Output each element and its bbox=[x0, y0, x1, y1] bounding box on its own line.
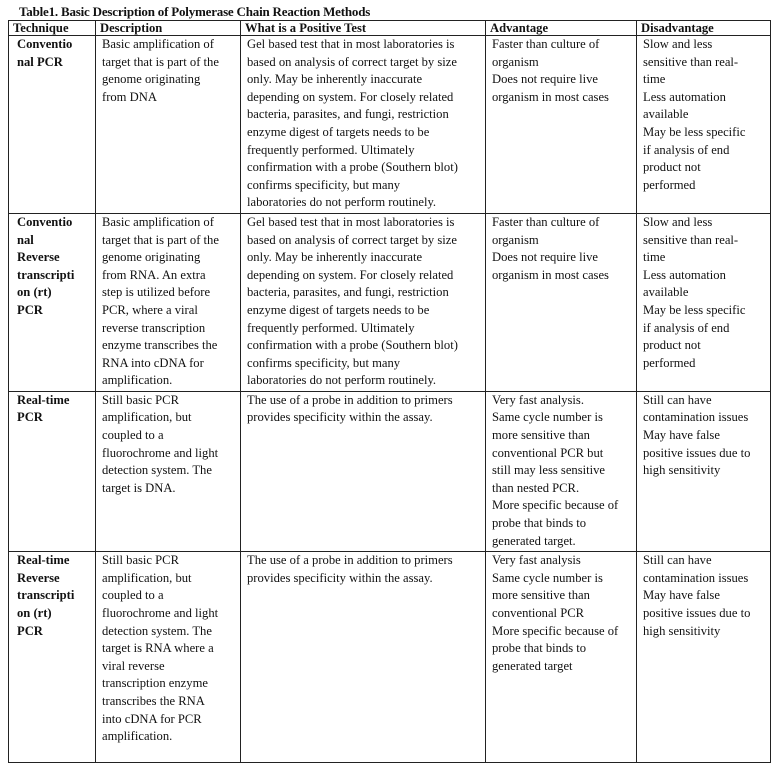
cell-text-line: based on analysis of correct target by size bbox=[247, 54, 457, 69]
cell-text-line: detection system. The bbox=[102, 463, 212, 478]
cell-text-line: bacteria, parasites, and fungi, restriction bbox=[247, 285, 449, 300]
cell-text-line: Gel based test that in most laboratories is bbox=[247, 214, 455, 229]
cell-text-line: bacteria, parasites, and fungi, restriction bbox=[247, 107, 449, 122]
cell-text-line: May have false bbox=[643, 428, 720, 443]
cell-text-line: frequently performed. Ultimately bbox=[247, 320, 415, 335]
cell-text-line: on (rt) bbox=[17, 606, 52, 620]
cell-text-line: coupled to a bbox=[102, 588, 164, 603]
cell-text-line: Does not require live bbox=[492, 250, 598, 265]
cell-text-line: contamination issues bbox=[643, 570, 749, 585]
technique-cell bbox=[9, 552, 96, 763]
cell-text-line: Conventio bbox=[17, 214, 73, 229]
cell-text-line: May be less specific bbox=[643, 124, 746, 139]
cell-text-line: Real-time bbox=[17, 392, 70, 407]
cell-text-line: still may less sensitive bbox=[492, 463, 605, 478]
cell-text-line: Does not require live bbox=[492, 72, 598, 87]
cell-text-line: Basic amplification of bbox=[102, 214, 214, 229]
cell-text-line: Faster than culture of bbox=[492, 214, 600, 229]
cell-text-line: fluorochrome and light bbox=[102, 606, 219, 620]
cell-text-line: May be less specific bbox=[643, 302, 746, 317]
cell-text-line: available bbox=[643, 107, 689, 122]
cell-text-line: fluorochrome and light bbox=[102, 445, 219, 460]
cell-text-line: transcription enzyme bbox=[102, 676, 208, 691]
cell-text-line: step is utilized before bbox=[102, 285, 211, 300]
cell-text-line: confirms specificity, but many bbox=[247, 355, 401, 370]
header-disadvantage: Disadvantage bbox=[637, 21, 771, 36]
advantage-cell bbox=[486, 391, 637, 551]
cell-text-line: depending on system. For closely related bbox=[247, 89, 454, 104]
cell-text-line: PCR bbox=[17, 302, 43, 317]
cell-text-line: high sensitivity bbox=[643, 623, 721, 638]
cell-text-line: transcripti bbox=[17, 588, 75, 603]
cell-text-line: probe that binds to bbox=[492, 516, 587, 531]
cell-text-line: on (rt) bbox=[17, 285, 52, 300]
technique-cell bbox=[9, 391, 96, 551]
cell-text-line: reverse transcription bbox=[102, 320, 206, 335]
cell-text-line: organism in most cases bbox=[492, 267, 609, 282]
cell-text-line: Reverse bbox=[17, 570, 60, 585]
positive-test-cell bbox=[241, 391, 486, 551]
advantage-cell bbox=[486, 552, 637, 763]
header-technique: Technique bbox=[9, 21, 96, 36]
cell-text-line: Faster than culture of bbox=[492, 37, 600, 51]
cell-text-line: RNA into cDNA for bbox=[102, 355, 204, 370]
cell-text-line: more sensitive than bbox=[492, 428, 590, 443]
cell-text-line: confirmation with a probe (Southern blot) bbox=[247, 160, 458, 175]
cell-text-line: based on analysis of correct target by size bbox=[247, 232, 457, 247]
cell-text-line: provides specificity within the assay. bbox=[247, 410, 433, 425]
cell-text-line: PCR bbox=[17, 410, 43, 425]
table-row bbox=[9, 36, 771, 214]
cell-text-line: generated target bbox=[492, 658, 573, 673]
cell-text-line: performed bbox=[643, 177, 696, 192]
cell-text-line: only. May be inherently inaccurate bbox=[247, 72, 423, 87]
disadvantage-cell bbox=[637, 36, 771, 214]
cell-text-line: organism in most cases bbox=[492, 89, 609, 104]
cell-text-line: Reverse bbox=[17, 250, 60, 265]
cell-text-line: target that is part of the bbox=[102, 232, 219, 247]
cell-text-line: target is DNA. bbox=[102, 480, 176, 495]
cell-text-line: enzyme digest of targets needs to be bbox=[247, 302, 430, 317]
cell-text-line: sensitive than real- bbox=[643, 54, 739, 69]
cell-text-line: enzyme transcribes the bbox=[102, 338, 218, 353]
cell-text-line: amplification, but bbox=[102, 410, 192, 425]
cell-text-line: high sensitivity bbox=[643, 463, 721, 478]
header-positive-test: What is a Positive Test bbox=[241, 21, 486, 36]
disadvantage-cell bbox=[637, 391, 771, 551]
cell-text-line: Basic amplification of bbox=[102, 37, 214, 51]
advantage-cell bbox=[486, 36, 637, 214]
header-description: Description bbox=[96, 21, 241, 36]
table-row bbox=[9, 213, 771, 391]
technique-cell bbox=[9, 213, 96, 391]
cell-text-line: positive issues due to bbox=[643, 606, 751, 620]
cell-text-line: available bbox=[643, 285, 689, 300]
cell-text-line: Conventio bbox=[17, 37, 73, 51]
cell-text-line: amplification, but bbox=[102, 570, 192, 585]
cell-text-line: amplification. bbox=[102, 373, 173, 388]
description-cell bbox=[96, 36, 241, 214]
cell-text-line: PCR bbox=[17, 623, 43, 638]
cell-text-line: generated target. bbox=[492, 533, 576, 548]
cell-text-line: Very fast analysis bbox=[492, 553, 581, 568]
cell-text-line: confirms specificity, but many bbox=[247, 177, 401, 192]
table-caption: Table1. Basic Description of Polymerase Chain Reaction Methods bbox=[19, 4, 371, 19]
cell-text-line: The use of a probe in addition to primers bbox=[247, 392, 453, 407]
cell-text-line: Same cycle number is bbox=[492, 570, 603, 585]
cell-text-line: May have false bbox=[643, 588, 720, 603]
cell-text-line: nal bbox=[17, 232, 34, 247]
cell-text-line: nal PCR bbox=[17, 54, 63, 69]
cell-text-line: conventional PCR but bbox=[492, 445, 604, 460]
cell-text-line: More specific because of bbox=[492, 498, 619, 513]
description-cell bbox=[96, 552, 241, 763]
cell-text-line: Still can have bbox=[643, 553, 712, 568]
cell-text-line: Slow and less bbox=[643, 37, 713, 51]
cell-text-line: genome originating bbox=[102, 72, 201, 87]
cell-text-line: transcribes the RNA bbox=[102, 693, 205, 708]
cell-text-line: Still basic PCR bbox=[102, 553, 179, 568]
cell-text-line: confirmation with a probe (Southern blot) bbox=[247, 338, 458, 353]
positive-test-cell bbox=[241, 36, 486, 214]
cell-text-line: Real-time bbox=[17, 553, 70, 568]
cell-text-line: if analysis of end bbox=[643, 142, 730, 157]
cell-text-line: Same cycle number is bbox=[492, 410, 603, 425]
cell-text-line: time bbox=[643, 72, 666, 87]
cell-text-line: more sensitive than bbox=[492, 588, 590, 603]
cell-text-line: target is RNA where a bbox=[102, 641, 214, 656]
cell-text-line: product not bbox=[643, 160, 701, 175]
cell-text-line: More specific because of bbox=[492, 623, 619, 638]
positive-test-cell bbox=[241, 213, 486, 391]
table-row bbox=[9, 552, 771, 763]
cell-text-line: provides specificity within the assay. bbox=[247, 570, 433, 585]
cell-text-line: sensitive than real- bbox=[643, 232, 739, 247]
cell-text-line: The use of a probe in addition to primers bbox=[247, 553, 453, 568]
cell-text-line: organism bbox=[492, 54, 539, 69]
header-row bbox=[9, 21, 771, 36]
cell-text-line: Still can have bbox=[643, 392, 712, 407]
cell-text-line: viral reverse bbox=[102, 658, 165, 673]
cell-text-line: if analysis of end bbox=[643, 320, 730, 335]
description-cell bbox=[96, 213, 241, 391]
disadvantage-cell bbox=[637, 213, 771, 391]
cell-text-line: laboratories do not perform routinely. bbox=[247, 195, 437, 210]
cell-text-line: than nested PCR. bbox=[492, 480, 580, 495]
cell-text-line: performed bbox=[643, 355, 696, 370]
cell-text-line: Still basic PCR bbox=[102, 392, 179, 407]
cell-text-line: Very fast analysis. bbox=[492, 392, 584, 407]
cell-text-line: coupled to a bbox=[102, 428, 164, 443]
cell-text-line: Less automation bbox=[643, 89, 726, 104]
cell-text-line: detection system. The bbox=[102, 623, 212, 638]
cell-text-line: time bbox=[643, 250, 666, 265]
cell-text-line: genome originating bbox=[102, 250, 201, 265]
technique-cell bbox=[9, 36, 96, 214]
positive-test-cell bbox=[241, 552, 486, 763]
cell-text-line: Less automation bbox=[643, 267, 726, 282]
cell-text-line: Gel based test that in most laboratories is bbox=[247, 37, 455, 51]
cell-text-line: PCR, where a viral bbox=[102, 302, 198, 317]
cell-text-line: into cDNA for PCR bbox=[102, 711, 202, 726]
cell-text-line: conventional PCR bbox=[492, 606, 584, 620]
cell-text-line: positive issues due to bbox=[643, 445, 751, 460]
description-cell bbox=[96, 391, 241, 551]
header-advantage: Advantage bbox=[486, 21, 637, 36]
cell-text-line: from RNA. An extra bbox=[102, 267, 206, 282]
table-row bbox=[9, 391, 771, 551]
pcr-methods-table bbox=[8, 20, 771, 763]
cell-text-line: transcripti bbox=[17, 267, 75, 282]
cell-text-line: organism bbox=[492, 232, 539, 247]
disadvantage-cell bbox=[637, 552, 771, 763]
cell-text-line: depending on system. For closely related bbox=[247, 267, 454, 282]
cell-text-line: target that is part of the bbox=[102, 54, 219, 69]
cell-text-line: Slow and less bbox=[643, 214, 713, 229]
cell-text-line: amplification. bbox=[102, 729, 173, 744]
cell-text-line: frequently performed. Ultimately bbox=[247, 142, 415, 157]
cell-text-line: enzyme digest of targets needs to be bbox=[247, 124, 430, 139]
cell-text-line: laboratories do not perform routinely. bbox=[247, 373, 437, 388]
cell-text-line: from DNA bbox=[102, 89, 157, 104]
cell-text-line: contamination issues bbox=[643, 410, 749, 425]
cell-text-line: probe that binds to bbox=[492, 641, 587, 656]
cell-text-line: only. May be inherently inaccurate bbox=[247, 250, 423, 265]
advantage-cell bbox=[486, 213, 637, 391]
cell-text-line: product not bbox=[643, 338, 701, 353]
